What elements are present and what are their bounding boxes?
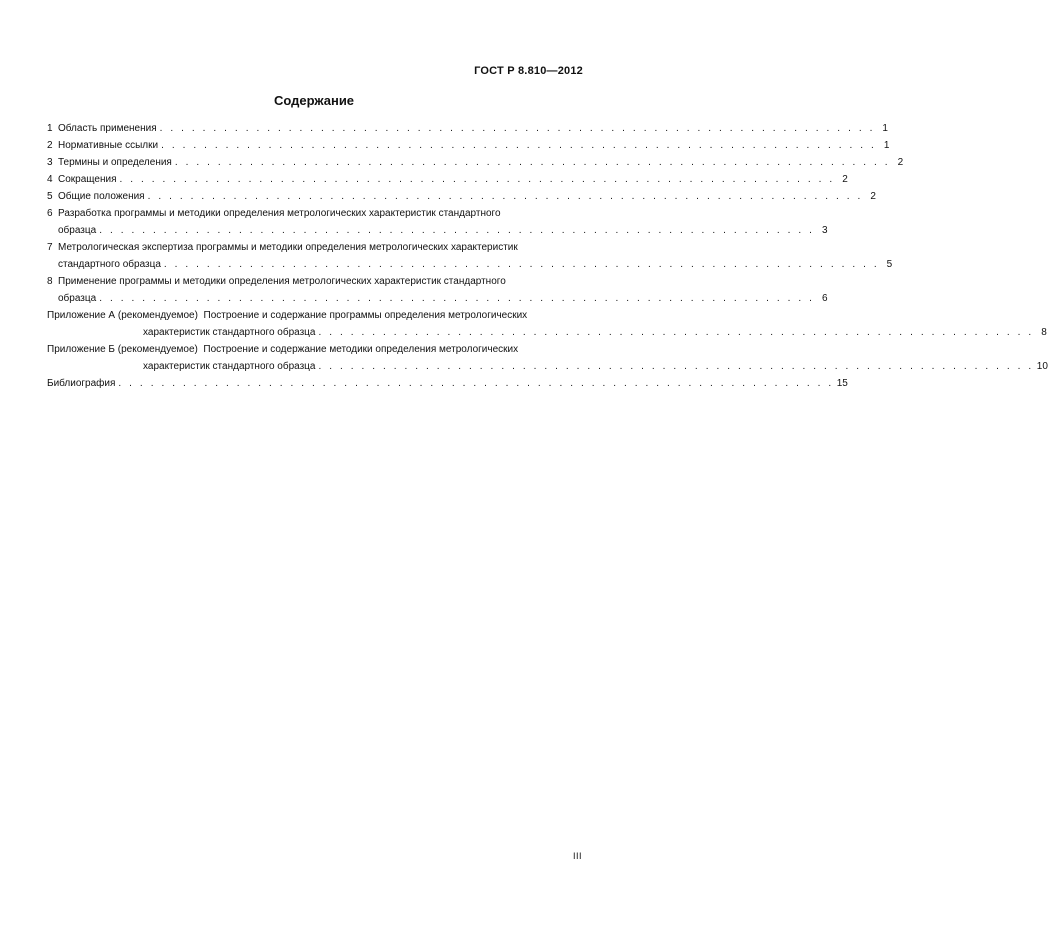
toc-entry-title-line: Применение программы и методики определения метрологических характеристик стандартного [58, 276, 506, 287]
toc-entry-number: 2 [47, 140, 53, 151]
toc-entry-page: 6 [821, 293, 828, 304]
leader-dots: . . . . . . . . . . . . . . . . . . . . . . . . . . . . . . . . . . . . . . . . . . . . . . . . . . . . . . . . . . . . . . . . . . . [99, 225, 815, 236]
toc-entry-title: Общие положения [58, 191, 145, 202]
toc-entry-title-line: Приложение Б (рекомендуемое) Построение и содержание методики определения метрологических [47, 344, 519, 355]
leader-dots: . . . . . . . . . . . . . . . . . . . . . . . . . . . . . . . . . . . . . . . . . . . . . . . . . . . . . . . . . . . . . . . . . . . [318, 361, 1034, 372]
toc-entry-page: 8 [1041, 327, 1047, 338]
toc-entry-8[interactable] [47, 273, 828, 307]
toc-entry-title: Область применения [58, 123, 157, 134]
toc-entry-page: 1 [882, 123, 888, 134]
toc-entry-number: 7 [47, 242, 53, 253]
toc-entry-number: 3 [47, 157, 53, 168]
toc-entry-2[interactable] [47, 137, 890, 154]
toc-entry-title-line: Приложение А (рекомендуемое) Построение и содержание программы определения метрологических [47, 310, 528, 321]
toc-entry-title: Термины и определения [58, 157, 172, 168]
toc-entry-number: 6 [47, 208, 53, 219]
toc-entry-5[interactable] [47, 188, 876, 205]
toc-entry-title: Библиография [47, 378, 116, 389]
toc-entry-6[interactable] [47, 205, 828, 239]
toc-entry-title: образца [58, 225, 97, 236]
toc-entry-title-line: Разработка программы и методики определения метрологических характеристик стандартного [58, 208, 501, 219]
toc-entry-number: 8 [47, 276, 53, 287]
toc-entry-title-line: Метрологическая экспертиза программы и методики определения метрологических характеристик [58, 242, 518, 253]
leader-dots: . . . . . . . . . . . . . . . . . . . . . . . . . . . . . . . . . . . . . . . . . . . . . . . . . . . . . . . . . . . . . . . . . . . [147, 191, 863, 202]
leader-dots: . . . . . . . . . . . . . . . . . . . . . . . . . . . . . . . . . . . . . . . . . . . . . . . . . . . . . . . . . . . . . . . . . . . [163, 259, 880, 270]
toc-entry-number: 1 [47, 123, 53, 134]
standard-designation: ГОСТ Р 8.810—2012 [474, 65, 583, 77]
leader-dots: . . . . . . . . . . . . . . . . . . . . . . . . . . . . . . . . . . . . . . . . . . . . . . . . . . . . . . . . . . . . . . . . . . . [159, 123, 875, 134]
toc-entry-page: 2 [870, 191, 876, 202]
toc-entry-page: 3 [821, 225, 828, 236]
toc-entry-number: 5 [47, 191, 53, 202]
leader-dots: . . . . . . . . . . . . . . . . . . . . . . . . . . . . . . . . . . . . . . . . . . . . . . . . . . . . . . . . . . . . . . . . . . . [318, 327, 1034, 338]
toc-entry-number: 4 [47, 174, 53, 185]
leader-dots: . . . . . . . . . . . . . . . . . . . . . . . . . . . . . . . . . . . . . . . . . . . . . . . . . . . . . . . . . . . . . . . . . . . [161, 140, 877, 151]
toc-title: Содержание [273, 93, 355, 108]
toc-entry-appendix-b[interactable] [47, 341, 1048, 375]
toc-entry-page: 10 [1036, 361, 1048, 372]
leader-dots: . . . . . . . . . . . . . . . . . . . . . . . . . . . . . . . . . . . . . . . . . . . . . . . . . . . . . . . . . . . . . . . . . . . [174, 157, 891, 168]
table-of-contents [47, 120, 1048, 392]
toc-entry-3[interactable] [47, 154, 904, 171]
toc-entry-page: 1 [883, 140, 890, 151]
toc-entry-bibliography[interactable] [47, 375, 848, 392]
toc-entry-4[interactable] [47, 171, 848, 188]
toc-entry-title: Нормативные ссылки [58, 140, 159, 151]
toc-entry-title: стандартного образца [58, 259, 161, 270]
page-folio: III [572, 851, 582, 861]
toc-entry-page: 2 [842, 174, 848, 185]
leader-dots: . . . . . . . . . . . . . . . . . . . . . . . . . . . . . . . . . . . . . . . . . . . . . . . . . . . . . . . . . . . . . . . . . . . [99, 293, 815, 304]
toc-entry-title: Сокращения [58, 174, 117, 185]
toc-entry-page: 5 [886, 259, 893, 270]
toc-entry-1[interactable] [47, 120, 888, 137]
toc-entry-title: характеристик стандартного образца [143, 361, 316, 372]
toc-entry-page: 2 [897, 157, 904, 168]
toc-entry-title: характеристик стандартного образца [143, 327, 316, 338]
toc-entry-title: образца [58, 293, 97, 304]
toc-entry-page: 15 [836, 378, 848, 389]
toc-entry-7[interactable] [47, 239, 893, 273]
leader-dots: . . . . . . . . . . . . . . . . . . . . . . . . . . . . . . . . . . . . . . . . . . . . . . . . . . . . . . . . . . . . . . . . . . . [119, 174, 835, 185]
toc-entry-appendix-a[interactable] [47, 307, 1047, 341]
leader-dots: . . . . . . . . . . . . . . . . . . . . . . . . . . . . . . . . . . . . . . . . . . . . . . . . . . . . . . . . . . . . . . . . . . . [118, 378, 834, 389]
